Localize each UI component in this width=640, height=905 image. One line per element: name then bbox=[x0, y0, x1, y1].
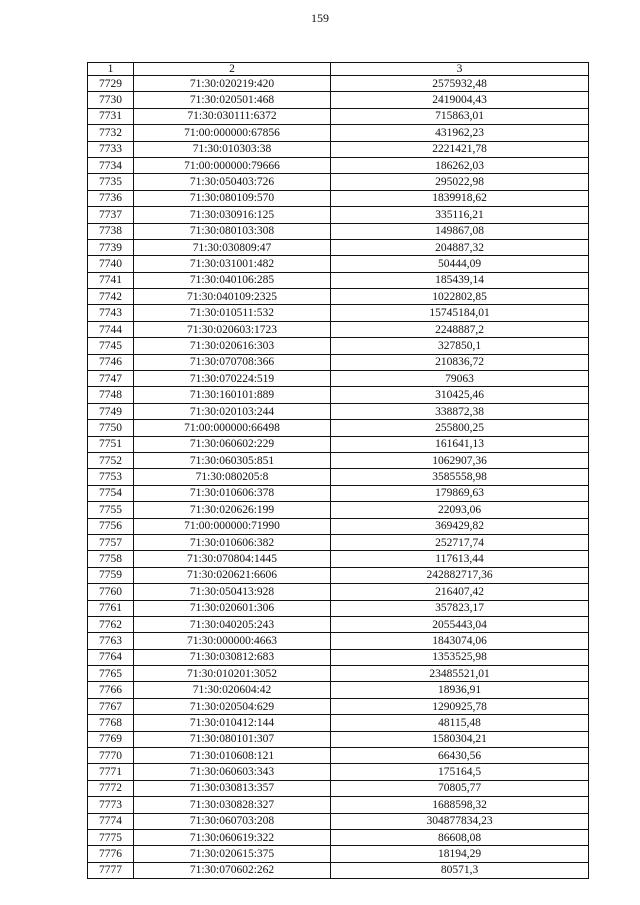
cadastral-value-cell: 2248887,2 bbox=[331, 321, 589, 337]
cadastral-number-cell: 71:30:030828:327 bbox=[134, 797, 331, 813]
table-row bbox=[88, 387, 589, 403]
cadastral-value-cell: 1022802,85 bbox=[331, 289, 589, 305]
cadastral-number-cell: 71:30:040109:2325 bbox=[134, 289, 331, 305]
table-row bbox=[88, 813, 589, 829]
cadastral-number-cell: 71:00:000000:79666 bbox=[134, 157, 331, 173]
cadastral-number-cell: 71:30:020621:6606 bbox=[134, 567, 331, 583]
cadastral-value-cell: 310425,46 bbox=[331, 387, 589, 403]
table-row bbox=[88, 157, 589, 173]
table-row bbox=[88, 633, 589, 649]
cadastral-value-cell: 50444,09 bbox=[331, 256, 589, 272]
table-row bbox=[88, 207, 589, 223]
cadastral-number-cell: 71:00:000000:67856 bbox=[134, 125, 331, 141]
row-index-cell: 7741 bbox=[88, 272, 134, 288]
row-index-cell: 7732 bbox=[88, 125, 134, 141]
table-row bbox=[88, 780, 589, 796]
table-row bbox=[88, 436, 589, 452]
cadastral-number-cell: 71:30:020504:629 bbox=[134, 698, 331, 714]
table-row bbox=[88, 174, 589, 190]
cadastral-number-cell: 71:30:060703:208 bbox=[134, 813, 331, 829]
table-row bbox=[88, 371, 589, 387]
cadastral-value-cell: 304877834,23 bbox=[331, 813, 589, 829]
cadastral-value-cell: 431962,23 bbox=[331, 125, 589, 141]
cadastral-value-cell: 149867,08 bbox=[331, 223, 589, 239]
row-index-cell: 7775 bbox=[88, 829, 134, 845]
table-row bbox=[88, 584, 589, 600]
row-index-cell: 7745 bbox=[88, 338, 134, 354]
cadastral-number-cell: 71:30:050403:726 bbox=[134, 174, 331, 190]
cadastral-number-cell: 71:30:060305:851 bbox=[134, 452, 331, 468]
cadastral-number-cell: 71:30:040205:243 bbox=[134, 616, 331, 632]
table-body bbox=[88, 76, 589, 879]
cadastral-value-cell: 18936,91 bbox=[331, 682, 589, 698]
row-index-cell: 7747 bbox=[88, 371, 134, 387]
cadastral-value-cell: 48115,48 bbox=[331, 715, 589, 731]
row-index-cell: 7751 bbox=[88, 436, 134, 452]
table-row bbox=[88, 682, 589, 698]
table-row bbox=[88, 551, 589, 567]
cadastral-number-cell: 71:30:060603:343 bbox=[134, 764, 331, 780]
cadastral-number-cell: 71:30:070602:262 bbox=[134, 862, 331, 878]
table-row bbox=[88, 125, 589, 141]
table-row bbox=[88, 502, 589, 518]
column-header-1: 1 bbox=[88, 63, 134, 76]
cadastral-number-cell: 71:30:070224:519 bbox=[134, 371, 331, 387]
table-row bbox=[88, 420, 589, 436]
table-row bbox=[88, 485, 589, 501]
table-row bbox=[88, 76, 589, 92]
row-index-cell: 7740 bbox=[88, 256, 134, 272]
row-index-cell: 7734 bbox=[88, 157, 134, 173]
cadastral-number-cell: 71:30:070708:366 bbox=[134, 354, 331, 370]
row-index-cell: 7737 bbox=[88, 207, 134, 223]
cadastral-value-cell: 22093,06 bbox=[331, 502, 589, 518]
cadastral-value-cell: 357823,17 bbox=[331, 600, 589, 616]
row-index-cell: 7762 bbox=[88, 616, 134, 632]
cadastral-value-cell: 2221421,78 bbox=[331, 141, 589, 157]
cadastral-number-cell: 71:30:020219:420 bbox=[134, 76, 331, 92]
table-row bbox=[88, 829, 589, 845]
cadastral-number-cell: 71:30:020604:42 bbox=[134, 682, 331, 698]
row-index-cell: 7755 bbox=[88, 502, 134, 518]
row-index-cell: 7773 bbox=[88, 797, 134, 813]
cadastral-number-cell: 71:30:020615:375 bbox=[134, 846, 331, 862]
cadastral-value-cell: 1688598,32 bbox=[331, 797, 589, 813]
cadastral-value-cell: 1839918,62 bbox=[331, 190, 589, 206]
row-index-cell: 7765 bbox=[88, 666, 134, 682]
cadastral-value-cell: 117613,44 bbox=[331, 551, 589, 567]
table-row bbox=[88, 403, 589, 419]
cadastral-value-cell: 295022,98 bbox=[331, 174, 589, 190]
cadastral-number-cell: 71:30:010606:382 bbox=[134, 534, 331, 550]
cadastral-number-cell: 71:30:020501:468 bbox=[134, 92, 331, 108]
table-row bbox=[88, 469, 589, 485]
cadastral-number-cell: 71:00:000000:66498 bbox=[134, 420, 331, 436]
row-index-cell: 7749 bbox=[88, 403, 134, 419]
cadastral-value-cell: 2575932,48 bbox=[331, 76, 589, 92]
cadastral-value-cell: 369429,82 bbox=[331, 518, 589, 534]
table-row bbox=[88, 190, 589, 206]
table-row bbox=[88, 764, 589, 780]
row-index-cell: 7757 bbox=[88, 534, 134, 550]
cadastral-number-cell: 71:30:010608:121 bbox=[134, 748, 331, 764]
cadastral-number-cell: 71:30:010303:38 bbox=[134, 141, 331, 157]
row-index-cell: 7746 bbox=[88, 354, 134, 370]
cadastral-number-cell: 71:30:010606:378 bbox=[134, 485, 331, 501]
table-row bbox=[88, 534, 589, 550]
table-row bbox=[88, 289, 589, 305]
row-index-cell: 7770 bbox=[88, 748, 134, 764]
row-index-cell: 7735 bbox=[88, 174, 134, 190]
table-row bbox=[88, 666, 589, 682]
cadastral-value-cell: 335116,21 bbox=[331, 207, 589, 223]
cadastral-value-cell: 2055443,04 bbox=[331, 616, 589, 632]
table-row bbox=[88, 305, 589, 321]
table-row bbox=[88, 452, 589, 468]
cadastral-value-cell: 86608,08 bbox=[331, 829, 589, 845]
row-index-cell: 7753 bbox=[88, 469, 134, 485]
cadastral-value-cell: 2419004,43 bbox=[331, 92, 589, 108]
table-row bbox=[88, 567, 589, 583]
cadastral-number-cell: 71:30:070804:1445 bbox=[134, 551, 331, 567]
table-row bbox=[88, 272, 589, 288]
page-number: 159 bbox=[311, 11, 329, 25]
cadastral-value-cell: 204887,32 bbox=[331, 239, 589, 255]
cadastral-number-cell: 71:30:050413:928 bbox=[134, 584, 331, 600]
row-index-cell: 7736 bbox=[88, 190, 134, 206]
cadastral-value-cell: 15745184,01 bbox=[331, 305, 589, 321]
cadastral-value-cell: 161641,13 bbox=[331, 436, 589, 452]
row-index-cell: 7772 bbox=[88, 780, 134, 796]
row-index-cell: 7777 bbox=[88, 862, 134, 878]
cadastral-number-cell: 71:30:030111:6372 bbox=[134, 108, 331, 124]
table-row bbox=[88, 731, 589, 747]
row-index-cell: 7750 bbox=[88, 420, 134, 436]
cadastral-number-cell: 71:30:020601:306 bbox=[134, 600, 331, 616]
cadastral-number-cell: 71:30:010511:532 bbox=[134, 305, 331, 321]
row-index-cell: 7730 bbox=[88, 92, 134, 108]
row-index-cell: 7748 bbox=[88, 387, 134, 403]
cadastral-value-cell: 242882717,36 bbox=[331, 567, 589, 583]
table-row bbox=[88, 354, 589, 370]
cadastral-value-cell: 70805,77 bbox=[331, 780, 589, 796]
table-row bbox=[88, 321, 589, 337]
cadastral-value-cell: 327850,1 bbox=[331, 338, 589, 354]
cadastral-value-cell: 1062907,36 bbox=[331, 452, 589, 468]
row-index-cell: 7774 bbox=[88, 813, 134, 829]
table-row bbox=[88, 748, 589, 764]
cadastral-value-cell: 80571,3 bbox=[331, 862, 589, 878]
table-row bbox=[88, 338, 589, 354]
row-index-cell: 7742 bbox=[88, 289, 134, 305]
row-index-cell: 7760 bbox=[88, 584, 134, 600]
cadastral-value-cell: 185439,14 bbox=[331, 272, 589, 288]
row-index-cell: 7758 bbox=[88, 551, 134, 567]
cadastral-value-cell: 210836,72 bbox=[331, 354, 589, 370]
row-index-cell: 7756 bbox=[88, 518, 134, 534]
row-index-cell: 7759 bbox=[88, 567, 134, 583]
row-index-cell: 7766 bbox=[88, 682, 134, 698]
row-index-cell: 7771 bbox=[88, 764, 134, 780]
column-header-3: 3 bbox=[331, 63, 589, 76]
table-row bbox=[88, 649, 589, 665]
table-row bbox=[88, 256, 589, 272]
cadastral-value-cell: 338872,38 bbox=[331, 403, 589, 419]
row-index-cell: 7743 bbox=[88, 305, 134, 321]
table-row bbox=[88, 223, 589, 239]
column-header-2: 2 bbox=[134, 63, 331, 76]
cadastral-value-cell: 715863,01 bbox=[331, 108, 589, 124]
row-index-cell: 7731 bbox=[88, 108, 134, 124]
cadastral-number-cell: 71:30:020626:199 bbox=[134, 502, 331, 518]
cadastral-number-cell: 71:30:010412:144 bbox=[134, 715, 331, 731]
row-index-cell: 7761 bbox=[88, 600, 134, 616]
table-row bbox=[88, 141, 589, 157]
row-index-cell: 7738 bbox=[88, 223, 134, 239]
cadastral-number-cell: 71:30:060602:229 bbox=[134, 436, 331, 452]
cadastral-value-cell: 1843074,06 bbox=[331, 633, 589, 649]
table-row bbox=[88, 108, 589, 124]
cadastral-value-cell: 66430,56 bbox=[331, 748, 589, 764]
table-header-row bbox=[88, 63, 589, 76]
cadastral-number-cell: 71:30:030809:47 bbox=[134, 239, 331, 255]
table-row bbox=[88, 92, 589, 108]
cadastral-number-cell: 71:30:020616:303 bbox=[134, 338, 331, 354]
cadastral-value-cell: 216407,42 bbox=[331, 584, 589, 600]
cadastral-value-table bbox=[87, 62, 589, 879]
table-row bbox=[88, 846, 589, 862]
table-row bbox=[88, 797, 589, 813]
cadastral-value-cell: 18194,29 bbox=[331, 846, 589, 862]
cadastral-number-cell: 71:30:031001:482 bbox=[134, 256, 331, 272]
table-row bbox=[88, 698, 589, 714]
cadastral-number-cell: 71:30:030916:125 bbox=[134, 207, 331, 223]
row-index-cell: 7764 bbox=[88, 649, 134, 665]
cadastral-number-cell: 71:30:030812:683 bbox=[134, 649, 331, 665]
cadastral-value-cell: 175164,5 bbox=[331, 764, 589, 780]
row-index-cell: 7752 bbox=[88, 452, 134, 468]
cadastral-value-cell: 186262,03 bbox=[331, 157, 589, 173]
row-index-cell: 7776 bbox=[88, 846, 134, 862]
cadastral-number-cell: 71:30:060619:322 bbox=[134, 829, 331, 845]
row-index-cell: 7768 bbox=[88, 715, 134, 731]
row-index-cell: 7763 bbox=[88, 633, 134, 649]
cadastral-value-cell: 179869,63 bbox=[331, 485, 589, 501]
row-index-cell: 7769 bbox=[88, 731, 134, 747]
table-row bbox=[88, 600, 589, 616]
table-row bbox=[88, 616, 589, 632]
cadastral-number-cell: 71:30:080205:8 bbox=[134, 469, 331, 485]
row-index-cell: 7767 bbox=[88, 698, 134, 714]
table-row bbox=[88, 715, 589, 731]
cadastral-number-cell: 71:30:080101:307 bbox=[134, 731, 331, 747]
cadastral-value-cell: 1290925,78 bbox=[331, 698, 589, 714]
cadastral-number-cell: 71:30:010201:3052 bbox=[134, 666, 331, 682]
table-row bbox=[88, 518, 589, 534]
cadastral-number-cell: 71:30:160101:889 bbox=[134, 387, 331, 403]
cadastral-number-cell: 71:00:000000:71990 bbox=[134, 518, 331, 534]
cadastral-value-cell: 252717,74 bbox=[331, 534, 589, 550]
cadastral-number-cell: 71:30:020603:1723 bbox=[134, 321, 331, 337]
cadastral-number-cell: 71:30:020103:244 bbox=[134, 403, 331, 419]
cadastral-number-cell: 71:30:080103:308 bbox=[134, 223, 331, 239]
table-row bbox=[88, 862, 589, 878]
row-index-cell: 7744 bbox=[88, 321, 134, 337]
cadastral-value-cell: 79063 bbox=[331, 371, 589, 387]
row-index-cell: 7733 bbox=[88, 141, 134, 157]
cadastral-value-cell: 23485521,01 bbox=[331, 666, 589, 682]
row-index-cell: 7739 bbox=[88, 239, 134, 255]
cadastral-number-cell: 71:30:080109:570 bbox=[134, 190, 331, 206]
cadastral-value-cell: 255800,25 bbox=[331, 420, 589, 436]
cadastral-value-cell: 1580304,21 bbox=[331, 731, 589, 747]
row-index-cell: 7754 bbox=[88, 485, 134, 501]
cadastral-value-cell: 3585558,98 bbox=[331, 469, 589, 485]
cadastral-number-cell: 71:30:030813:357 bbox=[134, 780, 331, 796]
cadastral-number-cell: 71:30:000000:4663 bbox=[134, 633, 331, 649]
row-index-cell: 7729 bbox=[88, 76, 134, 92]
cadastral-number-cell: 71:30:040106:285 bbox=[134, 272, 331, 288]
cadastral-value-cell: 1353525,98 bbox=[331, 649, 589, 665]
table-row bbox=[88, 239, 589, 255]
